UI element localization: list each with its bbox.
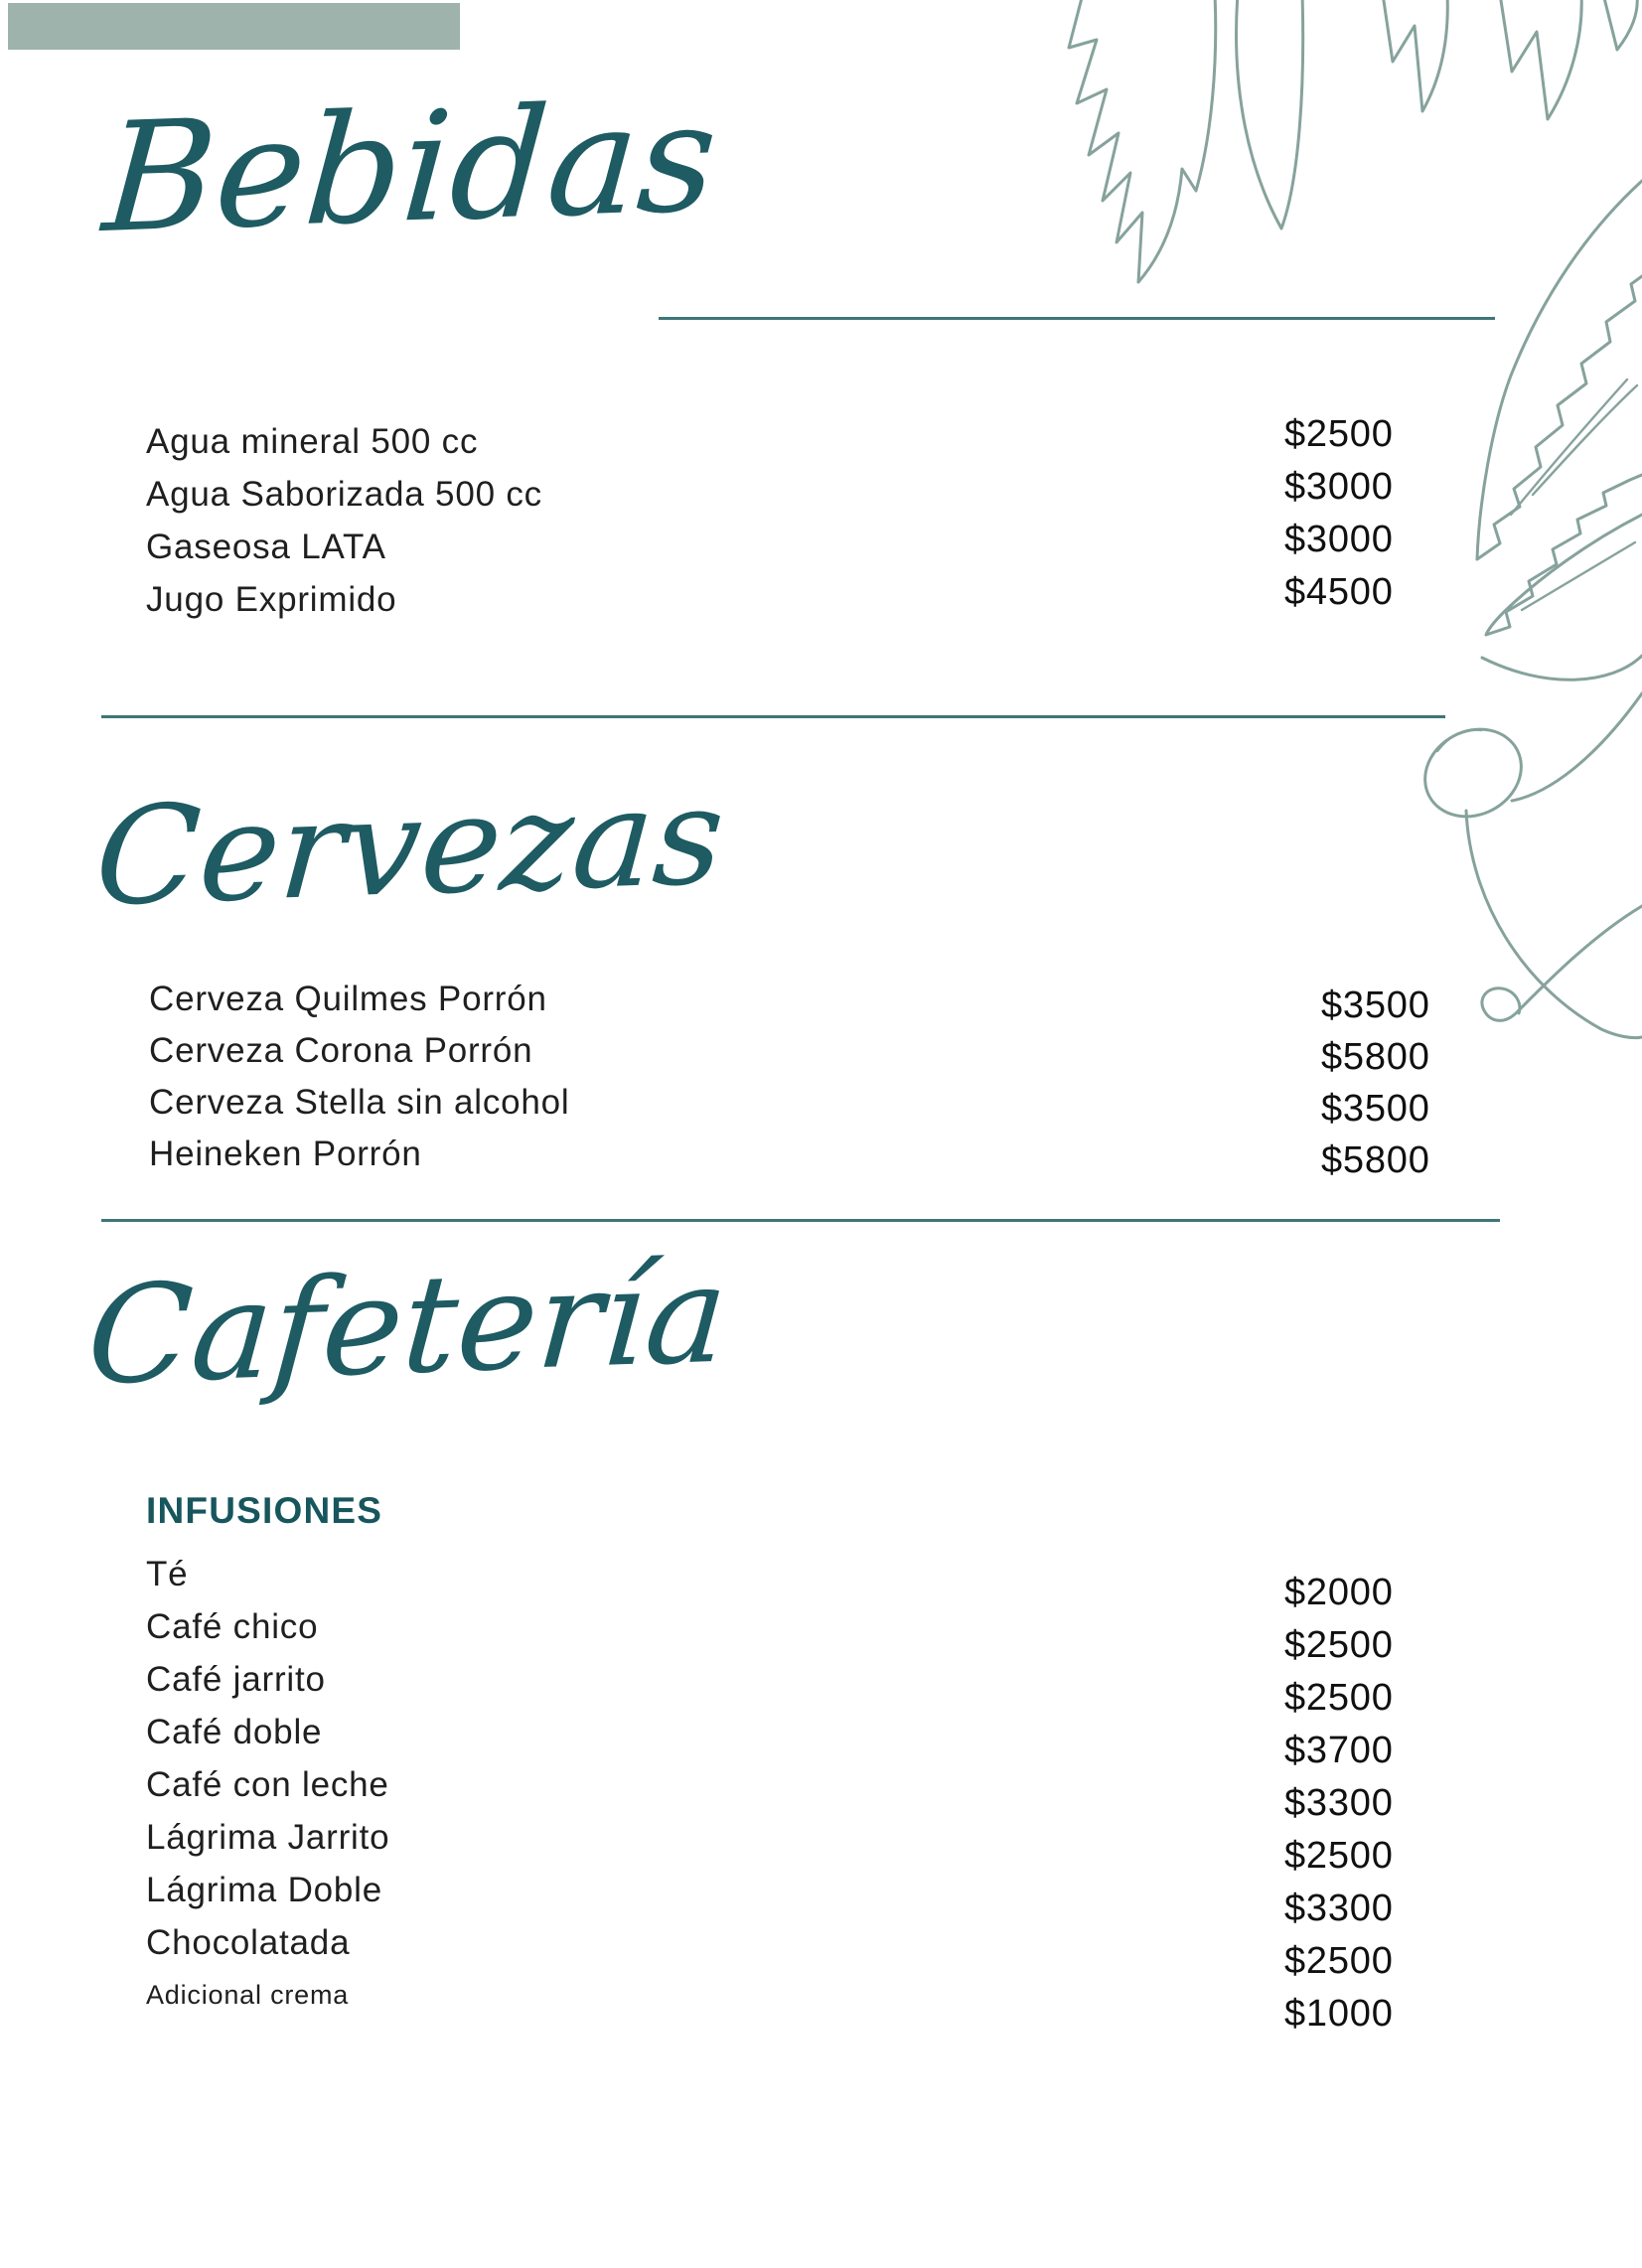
leaf-icon — [1069, 0, 1216, 282]
menu-item-price: $3000 — [1284, 519, 1394, 560]
stem-curve-icon — [1482, 906, 1642, 1020]
bebidas-item-names — [146, 415, 542, 626]
cervezas-item-prices — [1321, 980, 1430, 1186]
cervezas-item-names — [149, 974, 570, 1180]
leaf-vein-icon — [1511, 379, 1627, 515]
menu-item-price: $3700 — [1284, 1730, 1394, 1771]
menu-item-price: $3300 — [1284, 1782, 1394, 1824]
leaf-icon — [1383, 0, 1447, 111]
section-divider-1 — [101, 715, 1445, 718]
menu-item-name: Adicional crema — [146, 1980, 350, 2010]
menu-item-name: Agua Saborizada 500 cc — [146, 475, 542, 514]
menu-item-name: Café con leche — [146, 1765, 389, 1804]
menu-item-price: $5800 — [1321, 1036, 1430, 1078]
menu-item-name: Café jarrito — [146, 1660, 326, 1699]
menu-item-price: $2500 — [1284, 1677, 1394, 1719]
bebidas-item-prices — [1284, 408, 1394, 619]
menu-item-name: Agua mineral 500 cc — [146, 422, 479, 461]
menu-item-name: Té — [146, 1555, 189, 1593]
menu-item-name: Heineken Porrón — [149, 1134, 422, 1173]
menu-item-name: Chocolatada — [146, 1923, 351, 1962]
leaf-vein-icon — [1522, 542, 1635, 610]
menu-item-price: $3500 — [1321, 984, 1430, 1026]
menu-item-price: $3500 — [1321, 1088, 1430, 1130]
leaf-icon — [1603, 0, 1637, 50]
menu-item-price: $3300 — [1284, 1888, 1394, 1929]
subsection-title-infusiones: INFUSIONES — [146, 1490, 383, 1531]
leaf-icon — [1500, 0, 1581, 119]
leaf-icon — [1486, 475, 1642, 635]
stem-curve-icon — [1482, 656, 1642, 680]
section-divider-2 — [101, 1219, 1500, 1222]
leaf-icon — [1237, 0, 1303, 228]
menu-item-price: $1000 — [1284, 1993, 1394, 2035]
menu-item-price: $2000 — [1284, 1572, 1394, 1613]
menu-item-name: Lágrima Jarrito — [146, 1818, 390, 1857]
stem-curve-icon — [1466, 811, 1642, 1038]
leaf-icon — [1477, 181, 1642, 559]
menu-item-price: $3000 — [1284, 466, 1394, 508]
menu-item-price: $4500 — [1284, 571, 1394, 613]
top-accent-bar — [8, 3, 460, 50]
menu-item-name: Cerveza Stella sin alcohol — [149, 1083, 570, 1122]
menu-item-name: Café chico — [146, 1607, 319, 1646]
menu-item-price: $2500 — [1284, 413, 1394, 455]
berry-icon — [1410, 712, 1537, 832]
stem-curve-icon — [1512, 693, 1642, 801]
leaf-vein-icon — [1533, 385, 1637, 495]
cafeteria-item-names — [146, 1548, 389, 2022]
section-title-cervezas: Cervezas — [90, 758, 729, 937]
section-title-cafeteria: Cafetería — [82, 1236, 732, 1416]
menu-item-name: Lágrima Doble — [146, 1871, 383, 1909]
menu-item-price: $5800 — [1321, 1139, 1430, 1181]
menu-item-name: Cerveza Corona Porrón — [149, 1031, 533, 1070]
menu-item-price: $2500 — [1284, 1940, 1394, 1982]
menu-item-name: Gaseosa LATA — [146, 528, 386, 566]
cafeteria-item-prices — [1284, 1567, 1394, 2041]
menu-item-price: $2500 — [1284, 1624, 1394, 1666]
menu-item-name: Jugo Exprimido — [146, 580, 397, 619]
menu-item-price: $2500 — [1284, 1835, 1394, 1877]
menu-item-name: Café doble — [146, 1713, 323, 1751]
menu-item-name: Cerveza Quilmes Porrón — [149, 980, 547, 1018]
bebidas-title-divider — [659, 317, 1495, 320]
section-title-bebidas: Bebidas — [98, 69, 722, 266]
berry-highlight-icon — [1437, 730, 1481, 751]
